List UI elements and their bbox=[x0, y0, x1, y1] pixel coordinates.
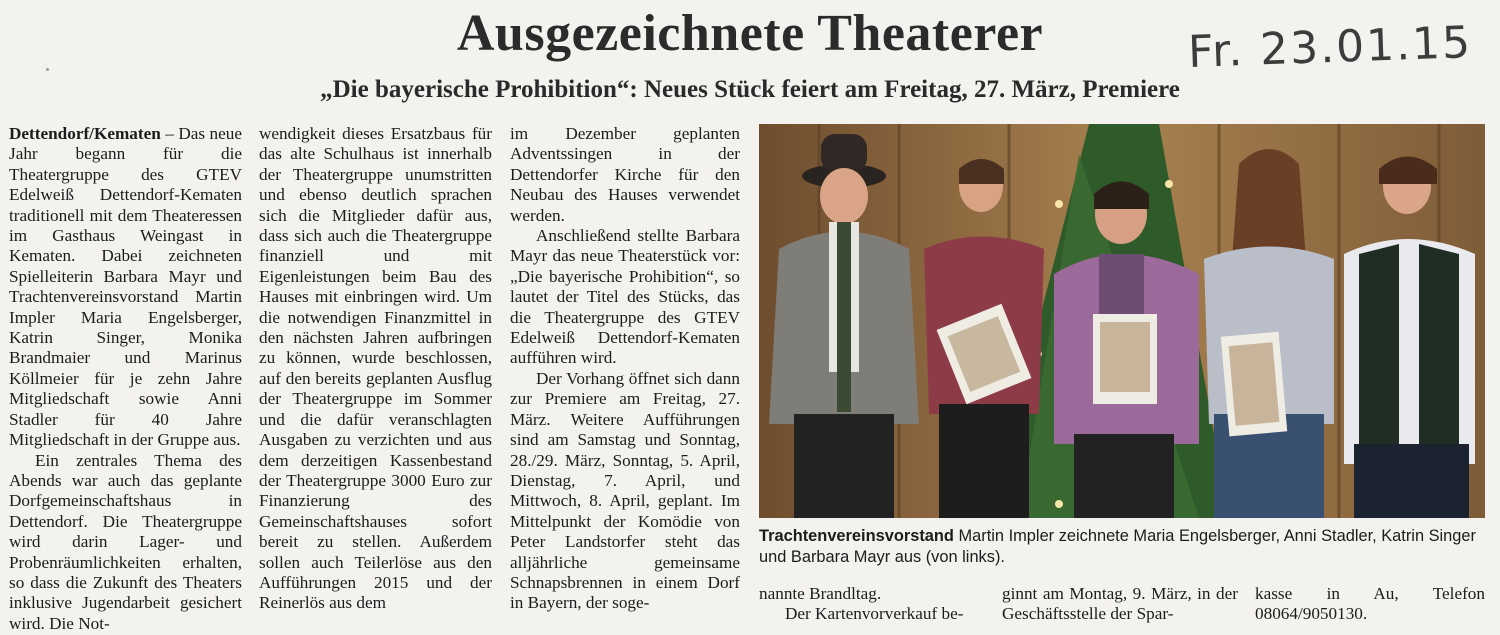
subtitle: „Die bayerische Prohibition“: Neues Stück feiert am Freitag, 27. März, Premiere bbox=[320, 76, 1180, 103]
article-column-5 bbox=[1002, 584, 1238, 625]
article-paragraph: im Dezember geplanten Adventssingen in der Dettendorfer Kirche für den Neubau des Hauses verwendet werden. bbox=[510, 124, 740, 225]
article-column-2 bbox=[259, 124, 492, 614]
article-paragraph: Dettendorf/Kematen – Das neue Jahr begann für die Theatergruppe des GTEV Edelweiß Dettendorf-Kematen traditionell mit dem Theateressen im Gasthaus Weingast in Kematen. Dabei zeichneten Spielleiterin Barbara Mayr und Trachtenvereinsvorstand Martin Impler Maria Engelsberger, Katrin Singer, Monika Brandmaier und Marinus Köllmeier für je zehn Jahre Mitgliedschaft sowie Anni Stadler für 40 Jahre Mitgliedschaft in der Gruppe aus. bbox=[9, 124, 242, 450]
scan-speck bbox=[46, 68, 49, 71]
group-photo-illustration bbox=[759, 124, 1485, 518]
photo-caption: Trachtenvereinsvorstand Martin Impler zeichnete Maria Engelsberger, Anni Stadler, Katrin Singer und Barbara Mayr aus (von links). bbox=[759, 527, 1476, 566]
headline: Ausgezeichnete Theaterer bbox=[456, 5, 1044, 62]
article-paragraph: Der Vorhang öffnet sich dann zur Premiere am Freitag, 27. März. Weitere Aufführungen sind am Samstag und Sonntag, 28./29. März, Sonntag, 5. April, Dienstag, 7. April, und Mittwoch, 8. April, geplant. Im Mittelpunkt der Komödie von Peter Landstorfer steht das alljährliche gemeinsame Schnapsbrennen in einem Dorf in Bayern, der soge- bbox=[510, 368, 740, 613]
group-photo bbox=[759, 124, 1485, 518]
article-paragraph: ginnt am Montag, 9. März, in der Geschäftsstelle der Spar- bbox=[1002, 584, 1238, 624]
article-paragraph: Der Kartenvorverkauf be- bbox=[785, 604, 964, 624]
article-column-1 bbox=[9, 124, 242, 634]
article-paragraph: nannte Brandltag. bbox=[759, 584, 882, 603]
article-column-6 bbox=[1255, 584, 1485, 625]
handwritten-date-note: Fr. 23.01.15 bbox=[1187, 17, 1473, 78]
article-paragraph: Anschließend stellte Barbara Mayr das neue Theaterstück vor: „Die bayerische Prohibition“, so lautet der Titel des Stücks, das die Theatergruppe des GTEV Edelweiß Dettendorf-Kematen aufführen wird. bbox=[510, 226, 740, 368]
caption-lead: Trachtenvereinsvorstand bbox=[759, 527, 954, 545]
article-paragraph: kasse in Au, Telefon 08064/9050130. bbox=[1255, 584, 1485, 624]
article-paragraph: wendigkeit dieses Ersatzbaus für das alte Schulhaus ist innerhalb der Theatergruppe unumstritten und ebenso deutlich sprachen sich die Mitglieder dafür aus, dass sich auch die Theatergruppe finanziell und mit Eigenleistungen beim Bau des Hauses mit einbringen wird. Um die notwendigen Finanzmittel in den nächsten Jahren aufbringen zu können, wurde beschlossen, auf den bereits geplanten Ausflug der Theatergruppe im Sommer und die dafür veranschlagten Ausgaben zu verzichten und aus dem derzeitigen Kassenbestand der Theatergruppe 3000 Euro zur Finanzierung des Gemeinschaftshauses sofort bereit zu stellen. Außerdem sollen auch Teilerlöse aus den Aufführungen 2015 und der Reinerlös aus dem bbox=[259, 124, 492, 613]
dateline-location: Dettendorf/Kematen bbox=[9, 124, 161, 143]
article-column-3 bbox=[510, 124, 740, 614]
article-paragraph: Ein zentrales Thema des Abends war auch das geplante Dorfgemeinschaftshaus in Dettendorf. Die Theatergruppe wird darin Lager- und Probenräumlichkeiten erhalten, so dass die Zukunft des Theaters inklusive Jugendarbeit gesichert wird. Die Not- bbox=[9, 450, 242, 633]
article-column-4 bbox=[759, 584, 999, 625]
